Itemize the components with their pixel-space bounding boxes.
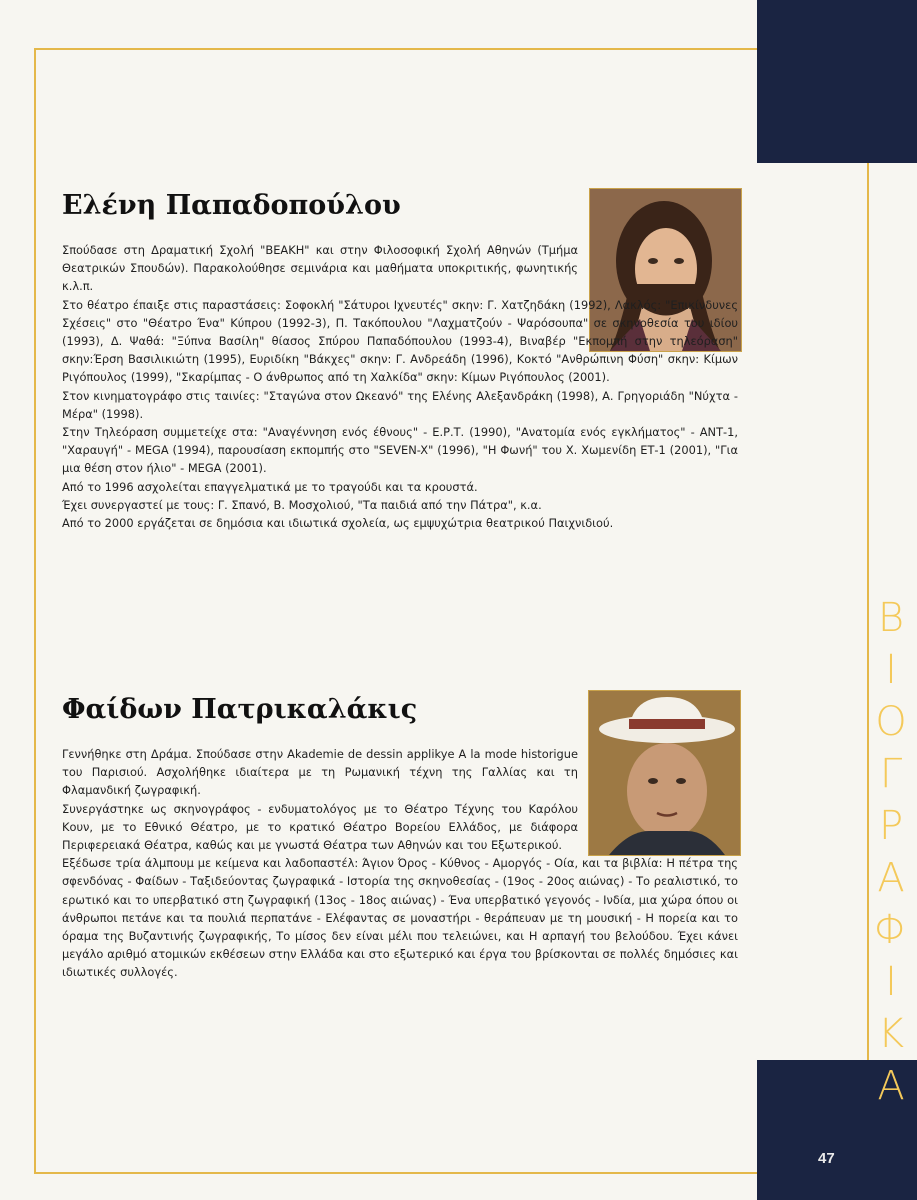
- bio-paragraph: Γεννήθηκε στη Δράμα. Σπούδασε στην Akademie de dessin applikye A la mode historigue του Παρισιού. Ασχολήθηκε ιδιαίτερα με τη Ρωμανική τέχνη της Γαλλίας και τη Φλαμανδική ζωγραφική.: [62, 747, 578, 798]
- bio-paragraph: Στην Τηλεόραση συμμετείχε στα: "Αναγέννηση ενός έθνους" - Ε.Ρ.Τ. (1990), "Ανατομία ενός εγκλήματος" - ΑΝΤ-1, "Χαραυγή" - MEGA (1994), παρουσίαση εκπομπής στο "SEVEN-X" (1996), "Η Φωνή" του Χ. Χωμενίδη ΕΤ-1 (2001), "Για μια θέση στον ήλιο" - MEGA (2001).: [62, 425, 738, 476]
- bio-paragraph: Έχει συνεργαστεί με τους: Γ. Σπανό, Β. Μοσχολιού, "Τα παιδιά από την Πάτρα", κ.α.: [62, 497, 542, 512]
- bio-text-faidon: [62, 745, 738, 982]
- page-number: 47: [818, 1150, 835, 1167]
- bio-paragraph: Στον κινηματογράφο στις ταινίες: "Σταγώνα στον Ωκεανό" της Ελένης Αλεξανδράκη (1998), Α. Γρηγοριάδη "Νύχτα - Μέρα" (1998).: [62, 388, 738, 421]
- section-title: ΒΙΟΓΡΑΦΙΚΑ: [868, 595, 914, 1115]
- frame-bottom-line: [34, 1172, 757, 1174]
- frame-left-line: [34, 48, 36, 1174]
- frame-top-line: [34, 48, 757, 50]
- bio-paragraph: Σπούδασε στη Δραματική Σχολή "ΒΕΑΚΗ" και στην Φιλοσοφική Σχολή Αθηνών (Τμήμα Θεατρικών Σπουδών). Παρακολούθησε σεμινάρια και μαθήματα υποκριτικής, φωνητικής κ.λ.π.: [62, 243, 578, 294]
- bio-name-faidon: Φαίδων Πατρικαλάκις: [62, 694, 418, 725]
- bio-paragraph: Εξέδωσε τρία άλμπουμ με κείμενα και λαδοπαστέλ: Άγιον Όρος - Κύθνος - Αμοργός - Οία, και τα βιβλία: Η πέτρα της σφενδόνας - Φαίδων - Ταξιδεύοντας ζωγραφικά - Ιστορία της σκηνοθεσίας - (19ος - 20ος αιώνας) - Το ρεαλιστικό, το ερωτικό και το υπερβατικό στη ζωγραφική (13ος - 18ος αιώνας) - Ένα υπερβατικό γεγονός - Ινδία, μια χώρα όπου οι άνθρωποι πετάνε και τα πουλιά περπατάνε - Ελέφαντας σε μοναστήρι - θεράπευαν με τη μουσική - Η πορεία και το όραμα της Βυζαντινής ζωγραφικής, Το μίσος δεν είναι μέλι που τελειώνει, και Η αρπαγή του βελούδου. Έχει κάνει μεγάλο αριθμό ατομικών εκθέσεων στην Ελλάδα και στο εξωτερικό και έργα του βρίσκονται σε πολλές δημόσιες και ιδιωτικές συλλογές.: [62, 856, 738, 980]
- bio-paragraph: Στο θέατρο έπαιξε στις παραστάσεις: Σοφοκλή "Σάτυροι Ιχνευτές" σκην: Γ. Χατζηδάκη (1992), Λακλός: "Επικίνδυνες Σχέσεις" στο "Θέατρο Ένα" Κύπρου (1992-3), Π. Τακόπουλου "Λαχματζούν - Ψαρόσουπα" σε σκηνοθεσία του ιδίου (1993), Δ. Ψαθά: "Ξύπνα Βασίλη" θίασος Σπύρου Παπαδόπουλου (1993-4), Βιναβέρ "Εκπομπή στην τηλεόραση" σκην:Έρση Βασιλικιώτη (1995), Ευριδίκη "Βάκχες" σκην: Γ. Ανδρεάδη (1996), Κοκτό "Ανθρώπινη Φύση" σκην: Κίμων Ριγόπουλος (1999), "Σκαρίμπας - Ο άνθρωπος από τη Χαλκίδα" σκην: Κίμων Ριγόπουλος (2001).: [62, 297, 738, 385]
- bio-name-eleni: Ελένη Παπαδοπούλου: [62, 190, 401, 221]
- bio-text-eleni: [62, 241, 738, 532]
- navy-corner-top: [757, 0, 917, 163]
- bio-paragraph: Από το 1996 ασχολείται επαγγελματικά με το τραγούδι και τα κρουστά.: [62, 479, 478, 494]
- bio-paragraph: Από το 2000 εργάζεται σε δημόσια και ιδιωτικά σχολεία, ως εμψυχώτρια θεατρικού Παιχνιδιού.: [62, 516, 614, 531]
- bio-paragraph: Συνεργάστηκε ως σκηνογράφος - ενδυματολόγος με το Θέατρο Τέχνης του Καρόλου Κουν, με το Εθνικό Θέατρο, με το κρατικό Θέατρο Βορείου Ελλάδος, με διάφορα Περιφερειακά Θέατρα, καθώς και με γνωστά Θέατρα των Αθηνών και του Εξωτερικού.: [62, 801, 578, 853]
